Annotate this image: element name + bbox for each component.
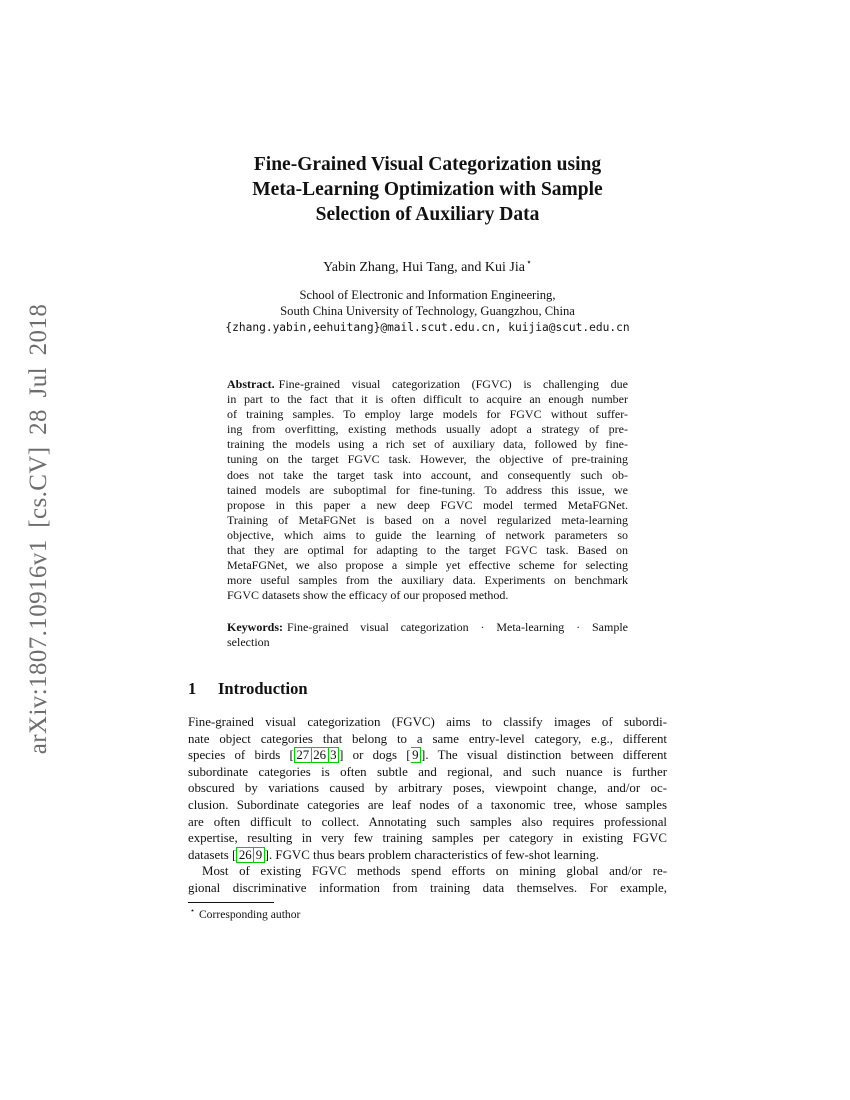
text-line: selection (227, 635, 270, 650)
author-emails: {zhang.yabin,eehuitang}@mail.scut.edu.cn, kuijia@scut.edu.cn (225, 321, 630, 334)
text-line: FGVC datasets show the efficacy of our proposed method. (227, 588, 509, 603)
citation-link[interactable]: 9 (411, 747, 421, 763)
text-line: Fine-Grained Visual Categorization using (253, 154, 602, 175)
footnote-rule (188, 902, 274, 903)
star-superscript: ⋆ (525, 259, 532, 269)
text-line: ⋆ Corresponding author (190, 907, 301, 921)
citation-link[interactable]: 9 (254, 847, 264, 863)
text-line: obscured by variations caused by arbitrary poses, viewpoint change, and/or oc- (188, 781, 667, 796)
citation-link[interactable]: 3 (329, 747, 339, 763)
section-title: Introduction (218, 679, 308, 698)
text-line: Meta-Learning Optimization with Sample (252, 179, 603, 200)
affiliation (188, 288, 667, 319)
text-line: more useful samples from the auxiliary data. Experiments on benchmark (227, 573, 628, 588)
text-line: Fine-grained visual categorization (FGVC) aims to classify images of subordi- (188, 715, 667, 729)
bold-lead-in: Keywords: (227, 620, 283, 634)
text-line: ing from overfitting, existing methods usually adopt a strategy of pre- (227, 422, 628, 437)
text-line: species of birds [ 27 26 3 ] or dogs [ 9 ]. The visual distinction between different (188, 748, 667, 763)
text-line: tained models are suboptimal for fine-tuning. To address this issue, we (227, 482, 628, 497)
text-line: Most of existing FGVC methods spend efforts on mining global and/or re- (202, 864, 667, 878)
text-line: in part to the fact that it is often difficult to acquire an enough number (227, 392, 628, 407)
text-line: of training samples. To employ large models for FGVC without suffer- (227, 407, 628, 422)
text-line: training the models using a rich set of auxiliary data, followed by fine- (227, 437, 628, 452)
footnote-corresponding-author (190, 907, 669, 922)
citation-link[interactable]: 27 (294, 747, 312, 763)
section-number: 1 (188, 679, 197, 698)
section-heading-introduction (188, 678, 667, 699)
keywords-block (227, 620, 628, 650)
text-line: objective, which aims to guide the learning of network parameters so (227, 527, 628, 542)
bold-lead-in: Abstract. (227, 377, 275, 391)
text-line: nate object categories that belong to a same entry-level category, e.g., different (188, 731, 667, 746)
citation-link[interactable]: 26 (236, 847, 254, 863)
text-line: clusion. Subordinate categories are leaf nodes of a taxonomic tree, whose samples (188, 797, 667, 812)
text-line: gional discriminative information from training data themselves. For example, (188, 880, 667, 895)
text-line: Yabin Zhang, Hui Tang, and Kui Jia⋆ (323, 259, 532, 275)
text-line: School of Electronic and Information Engineering, (299, 288, 556, 302)
arxiv-watermark: arXiv:1807.10916v1 [cs.CV] 28 Jul 2018 (25, 303, 52, 755)
text-line: are often difficult to collect. Annotating such samples also requires professional (188, 814, 667, 829)
text-line: propose in this paper a new deep FGVC model termed MetaFGNet. (227, 497, 628, 512)
text-line: that they are optimal for adapting to the target FGVC task. Based on (227, 543, 628, 558)
text-line: tuning on the target FGVC task. However, the objective of pre-training (227, 452, 628, 467)
abstract-block (227, 377, 628, 603)
intro-paragraph-2 (188, 863, 667, 896)
text-line: does not take the target task into account, and consequently such ob- (227, 467, 628, 482)
text-line: datasets [ 26 9 ]. FGVC thus bears problem characteristics of few-shot learning. (188, 847, 600, 862)
paper-title (188, 152, 667, 227)
text-line: Selection of Auxiliary Data (315, 204, 540, 225)
text-line: MetaFGNet, we also propose a simple yet effective scheme for selecting (227, 558, 628, 573)
text-line: Abstract. Fine-grained visual categorization (FGVC) is challenging due (227, 377, 628, 391)
text-line: Training of MetaFGNet is based on a novel regularized meta-learning (227, 512, 628, 527)
citation-link[interactable]: 26 (312, 747, 329, 763)
star-superscript: ⋆ (190, 907, 195, 916)
text-line: Keywords: Fine-grained visual categorization · Meta-learning · Sample (227, 620, 628, 634)
text-line: expertise, resulting in very few training samples per category in existing FGVC (188, 831, 667, 846)
text-line: subordinate categories is often subtle and regional, and such nuance is further (188, 764, 667, 779)
authors-line (188, 259, 667, 277)
text-line: South China University of Technology, Guangzhou, China (280, 303, 575, 318)
intro-paragraph-1 (188, 714, 667, 863)
